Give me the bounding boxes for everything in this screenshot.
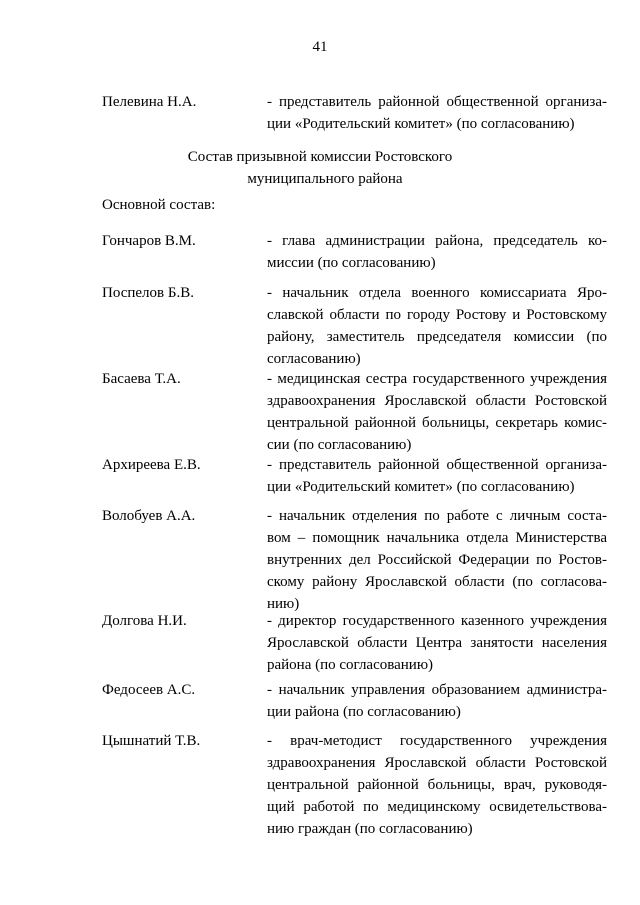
description-line: ции «Родительский комитет» (по согласованию) — [267, 479, 575, 495]
description-line: вом – помощник начальника отдела Министерства — [267, 530, 607, 546]
member-name: Пелевина Н.А. — [102, 94, 197, 110]
member-name: Федосеев А.С. — [102, 682, 196, 698]
description-line: - начальник отделения по работе с личным соста- — [267, 508, 607, 524]
description-line: району, заместитель председателя комиссии (по — [267, 329, 607, 345]
member-name: Архиреева Е.В. — [102, 457, 201, 473]
description-line: - начальник управления образованием администра- — [267, 682, 607, 698]
description-line: щий работой по медицинскому освидетельствова- — [267, 799, 607, 815]
member-description — [267, 368, 607, 456]
commission-heading — [0, 146, 640, 190]
description-line: ции района (по согласованию) — [267, 704, 461, 720]
member-name: Цышнатий Т.В. — [102, 733, 201, 749]
member-description — [267, 610, 607, 676]
description-line: миссии (по согласованию) — [267, 255, 436, 271]
member-description — [267, 282, 607, 370]
heading-line: муниципального района — [247, 171, 403, 187]
description-line: - врач-методист государственного учреждения — [267, 733, 607, 749]
member-name: Поспелов Б.В. — [102, 285, 194, 301]
member-description — [267, 230, 607, 274]
description-line: скому району Ярославской области (по согласова- — [267, 574, 607, 590]
description-line: центральной районной больницы, врач, руководя- — [267, 777, 607, 793]
heading-line: Состав призывной комиссии Ростовского — [187, 149, 453, 165]
member-description — [267, 679, 607, 723]
description-line: внутренних дел Российской Федерации по Ростов- — [267, 552, 607, 568]
description-line: - директор государственного казенного учреждения — [267, 613, 607, 629]
description-line: - представитель районной общественной организа- — [267, 457, 607, 473]
description-line: - представитель районной общественной организа- — [267, 94, 607, 110]
description-line: - начальник отдела военного комиссариата Яро- — [267, 285, 607, 301]
main-composition-label: Основной состав: — [102, 197, 216, 213]
member-name: Волобуев А.А. — [102, 508, 196, 524]
description-line: - медицинская сестра государственного учреждения — [267, 371, 607, 387]
description-line: сии (по согласованию) — [267, 437, 412, 453]
description-line: центральной районной больницы, секретарь комис- — [267, 415, 607, 431]
member-name: Долгова Н.И. — [102, 613, 187, 629]
page-number: 41 — [312, 39, 328, 55]
description-line: здравоохранения Ярославской области Ростовской — [267, 755, 607, 771]
description-line: нию граждан (по согласованию) — [267, 821, 473, 837]
description-line: нию) — [267, 596, 300, 612]
description-line: ции «Родительский комитет» (по согласованию) — [267, 116, 575, 132]
description-line: славской области по городу Ростову и Ростовскому — [267, 307, 607, 323]
member-name: Гончаров В.М. — [102, 233, 196, 249]
description-line: района (по согласованию) — [267, 657, 434, 673]
member-name: Басаева Т.А. — [102, 371, 181, 387]
member-description — [267, 730, 607, 840]
description-line: - глава администрации района, председатель ко- — [267, 233, 607, 249]
description-line: здравоохранения Ярославской области Ростовской — [267, 393, 607, 409]
member-description — [267, 505, 607, 615]
member-description — [267, 91, 607, 135]
description-line: согласованию) — [267, 351, 361, 367]
member-description — [267, 454, 607, 498]
description-line: Ярославской области Центра занятости населения — [267, 635, 607, 651]
